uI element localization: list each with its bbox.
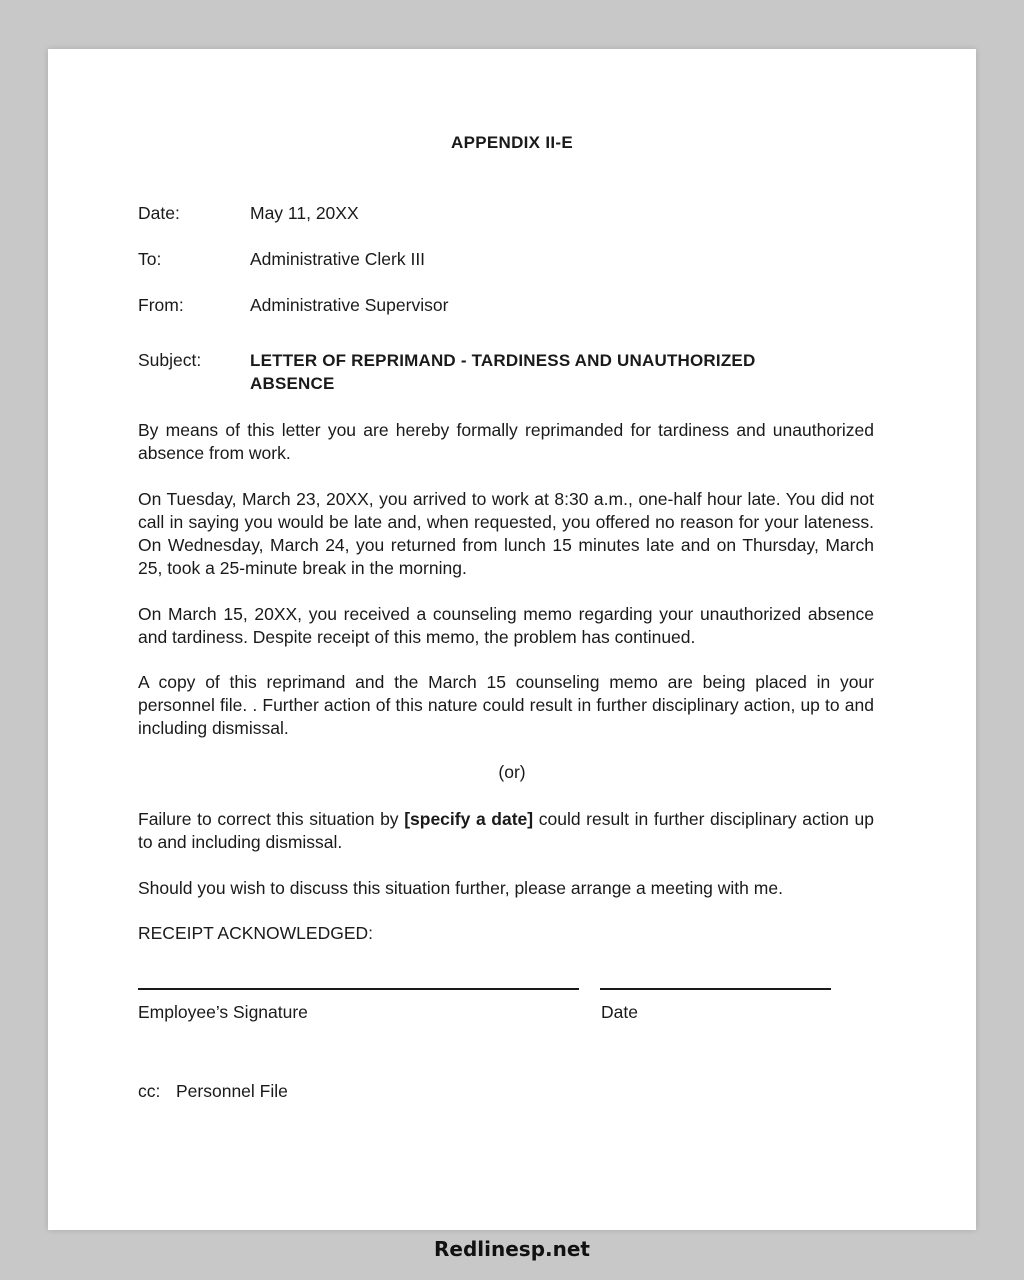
from-value: Administrative Supervisor (250, 295, 449, 315)
site-watermark: Redlinesp.net (434, 1237, 590, 1261)
paragraph-incident-details: On Tuesday, March 23, 20XX, you arrived to work at 8:30 a.m., one-half hour late. You did not call in saying you would be late and, when requested, you offered no reason for your lateness. On Wednesday, March 24, you returned from lunch 15 minutes late and on Thursday, March 25, took a 25-minute break in the morning. (138, 489, 874, 578)
signature-line (138, 988, 579, 990)
failure-text-start: Failure to correct this situation by (138, 809, 405, 829)
paragraph-failure-to-correct (138, 808, 874, 854)
date-value: May 11, 20XX (250, 203, 359, 223)
failure-text-end: could result in further disciplinary action up to and including dismissal. (138, 809, 874, 852)
paragraph-personnel-file: A copy of this reprimand and the March 15 counseling memo are being placed in your personnel file. . Further action of this nature could result in further disciplinary action, up to and including dismissal. (138, 672, 874, 738)
employee-signature-label: Employee’s Signature (138, 1002, 308, 1022)
cc-label: cc: (138, 1081, 161, 1101)
date-label: Date: (138, 203, 180, 223)
date-line (600, 988, 831, 990)
paragraph-discuss-further: Should you wish to discuss this situation further, please arrange a meeting with me. (138, 878, 783, 898)
document-title: APPENDIX II-E (451, 133, 573, 152)
subject-value (250, 349, 850, 395)
receipt-acknowledged: RECEIPT ACKNOWLEDGED: (138, 923, 374, 943)
document-page (48, 49, 976, 1230)
to-value: Administrative Clerk III (250, 249, 426, 269)
paragraph-counseling-memo: On March 15, 20XX, you received a counseling memo regarding your unauthorized absence and tardiness. Despite receipt of this memo, the problem has continued. (138, 604, 874, 647)
paragraph-formal-reprimand: By means of this letter you are hereby formally reprimanded for tardiness and unauthorized absence from work. (138, 420, 874, 463)
from-label: From: (138, 295, 184, 315)
specify-date-placeholder: [specify a date] (404, 809, 534, 829)
subject-line-1: LETTER OF REPRIMAND - TARDINESS AND UNAUTHORIZED (250, 351, 756, 370)
signature-date-label: Date (601, 1002, 638, 1022)
subject-line-2: ABSENCE (250, 374, 335, 393)
to-label: To: (138, 249, 162, 269)
or-separator: (or) (498, 762, 526, 782)
cc-value: Personnel File (176, 1081, 288, 1101)
subject-label: Subject: (138, 350, 202, 370)
